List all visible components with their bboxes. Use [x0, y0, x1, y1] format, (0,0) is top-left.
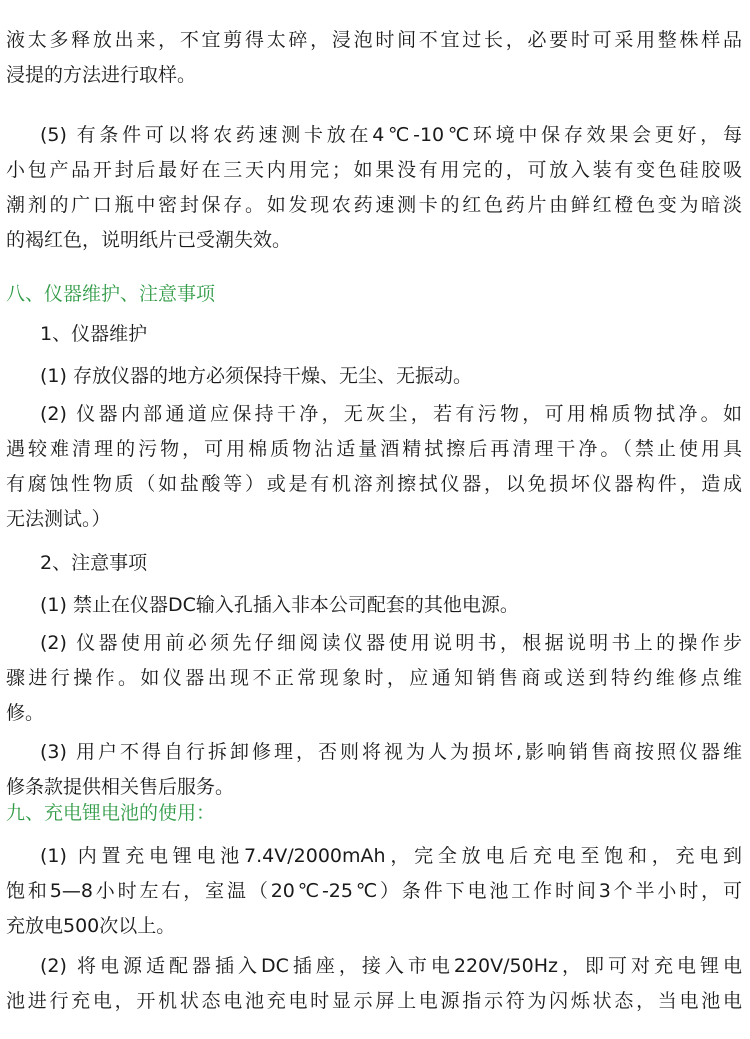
section-heading: 八、仪器维护、注意事项: [6, 283, 216, 305]
paragraph-line: 饱和5—8小时左右，室温（20℃-25℃）条件下电池工作时间3个半小时，可: [6, 880, 742, 902]
paragraph-line: (3) 用户不得自行拆卸修理，否则将视为人为损坏,影响销售商按照仪器维: [40, 741, 742, 763]
paragraph-line: 浸提的方法进行取样。: [6, 64, 197, 86]
paragraph-line: (2) 仪器使用前必须先仔细阅读仪器使用说明书，根据说明书上的操作步: [40, 632, 742, 654]
paragraph-line: 的褐红色，说明纸片已受潮失效。: [6, 229, 292, 251]
paragraph-line: (2) 仪器内部通道应保持干净，无灰尘，若有污物，可用棉质物拭净。如: [40, 403, 742, 425]
paragraph-line: (5) 有条件可以将农药速测卡放在4℃-10℃环境中保存效果会更好，每: [40, 124, 742, 146]
paragraph-line: 修。: [6, 702, 45, 724]
paragraph-line: 无法测试。）: [6, 508, 111, 530]
paragraph-line: (1) 内置充电锂电池7.4V/2000mAh，完全放电后充电至饱和，充电到: [40, 845, 742, 867]
paragraph-line: 有腐蚀性物质（如盐酸等）或是有机溶剂擦拭仪器，以免损坏仪器构件，造成: [6, 473, 742, 495]
paragraph-line: (1) 禁止在仪器DC输入孔插入非本公司配套的其他电源。: [40, 594, 519, 616]
subsection-heading: 2、注意事项: [40, 552, 148, 574]
paragraph-line: 遇较难清理的污物，可用棉质物沾适量酒精拭擦后再清理干净。（禁止使用具: [6, 438, 742, 460]
paragraph-line: 池进行充电，开机状态电池充电时显示屏上电源指示符为闪烁状态，当电池电: [6, 990, 742, 1012]
paragraph-line: (1) 存放仪器的地方必须保持干燥、无尘、无振动。: [40, 365, 472, 387]
paragraph-line: 潮剂的广口瓶中密封保存。如发现农药速测卡的红色药片由鲜红橙色变为暗淡: [6, 194, 742, 216]
section-heading: 九、充电锂电池的使用：: [6, 802, 216, 824]
paragraph-line: 小包产品开封后最好在三天内用完；如果没有用完的，可放入装有变色硅胶吸: [6, 159, 742, 181]
paragraph-line: 修条款提供相关售后服务。: [6, 776, 235, 798]
paragraph-line: (2) 将电源适配器插入DC插座，接入市电220V/50Hz，即可对充电锂电: [40, 955, 742, 977]
paragraph-line: 充放电500次以上。: [6, 915, 176, 937]
paragraph-line: 骤进行操作。如仪器出现不正常现象时，应通知销售商或送到特约维修点维: [6, 667, 742, 689]
subsection-heading: 1、仪器维护: [40, 323, 148, 345]
paragraph-line: 液太多释放出来，不宜剪得太碎，浸泡时间不宜过长，必要时可采用整株样品: [6, 29, 742, 51]
